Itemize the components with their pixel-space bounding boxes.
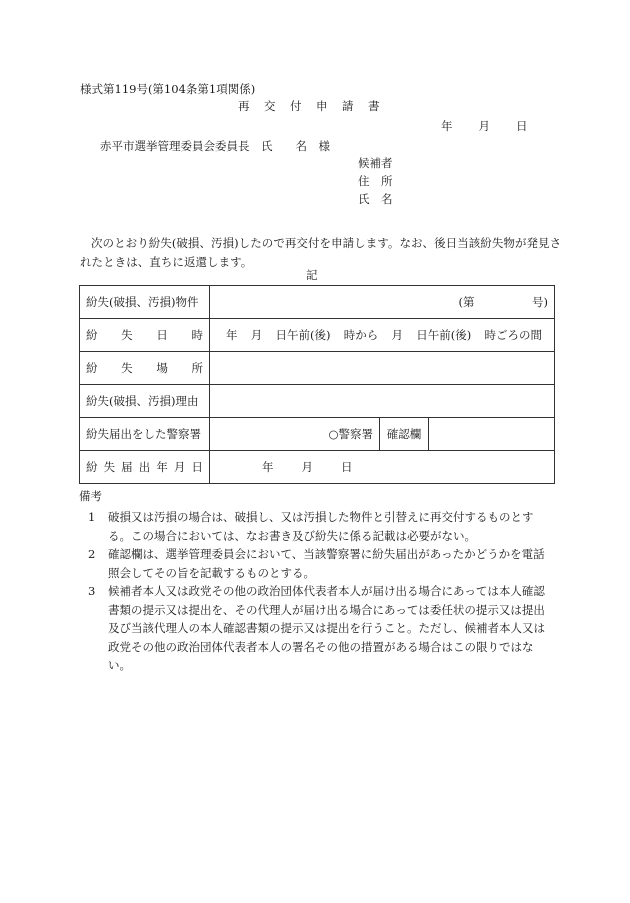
table-row-item: [80, 286, 555, 319]
note-number: 1: [88, 510, 96, 524]
police-station-field[interactable]: [210, 418, 380, 451]
note-number: 2: [88, 547, 96, 561]
applicant-candidate-label: 候補者: [358, 156, 393, 170]
confirm-field[interactable]: [429, 418, 555, 451]
dt-year: 年: [226, 328, 238, 342]
label-report-date: [80, 451, 210, 484]
ki-heading: 記: [306, 268, 318, 282]
police-station-suffix: ○警察署: [328, 427, 373, 441]
dt-month-to: 月: [391, 328, 403, 342]
label-char: 紛: [86, 460, 98, 474]
application-date: [441, 121, 528, 133]
label-lost-datetime: [80, 319, 210, 352]
label-char: 場: [156, 361, 168, 375]
label-char: 失: [103, 460, 116, 474]
lost-place-field[interactable]: [210, 352, 555, 385]
table-row-place: [80, 352, 555, 385]
note-item: [88, 545, 554, 582]
date-year-label: 年: [441, 119, 453, 133]
intro-text: 次のとおり紛失(破損、汚損)したので再交付を申請します。なお、後日当該紛失物が発見されたときは、直ちに返還します。: [80, 236, 562, 269]
date-month-label: 月: [478, 119, 490, 133]
label-char: 月: [173, 460, 186, 474]
table-row-police: [80, 418, 555, 451]
rd-year: 年: [262, 460, 274, 474]
label-char: 日: [191, 460, 203, 474]
applicant-name-label: 氏 名: [358, 192, 393, 206]
reissue-table: [79, 285, 555, 484]
note-number: 3: [88, 584, 96, 598]
note-item: [88, 508, 554, 545]
label-char: 時: [191, 328, 203, 342]
label-char: 出: [138, 460, 151, 474]
rd-day: 日: [341, 460, 353, 474]
label-char: 年: [156, 460, 168, 474]
dt-day-ampm-to: 日午前(後): [416, 328, 472, 342]
note-item: [88, 582, 554, 675]
dt-month: 月: [250, 328, 263, 342]
label-char: 紛: [86, 328, 98, 342]
label-char: 失: [121, 328, 133, 342]
note-text: 候補者本人又は政党その他の政治団体代表者本人が届け出る場合にあっては本人確認書類の提示又は提出を、その代理人が届け出る場合にあっては委任状の提示又は提出及び当該代理人の本人確認書類の提示又は提出を行うこと。ただし、候補者本人又は政党その他の政治団体代表者本人の署名その他の措置がある場合はこの限りではない。: [108, 584, 545, 672]
report-date-field[interactable]: [210, 451, 555, 484]
label-confirm: 確認欄: [380, 418, 429, 451]
dt-hour-to: 時ごろの間: [484, 328, 542, 342]
note-text: 確認欄は、選挙管理委員会において、当該警察署に紛失届出があったかどうかを電話照会してその旨を記載するものとする。: [108, 547, 545, 580]
label-char: 紛: [86, 361, 98, 375]
label-lost-place: [80, 352, 210, 385]
label-lost-item: 紛失(破損、汚損)物件: [80, 286, 210, 319]
dt-day-ampm-from: 日午前(後): [275, 328, 331, 342]
lost-reason-field[interactable]: [210, 385, 555, 418]
addressee: 赤平市選挙管理委員会委員長 氏 名 様: [100, 139, 330, 153]
label-police-station: 紛失届出をした警察署: [80, 418, 210, 451]
rd-month: 月: [301, 460, 313, 474]
document-title: 再交付申請書: [238, 99, 394, 113]
table-row-reason: [80, 385, 555, 418]
note-text: 破損又は汚損の場合は、破損し、又は汚損した物件と引替えに再交付するものとする。この場合においては、なお書き及び紛失に係る記載は必要がない。: [108, 510, 534, 543]
label-char: 失: [121, 361, 133, 375]
label-char: 日: [156, 328, 168, 342]
table-row-datetime: [80, 319, 555, 352]
label-char: 届: [121, 460, 133, 474]
table-row-report-date: [80, 451, 555, 484]
form-number: 様式第119号(第104条第1項関係): [80, 82, 256, 96]
notes-heading: 備考: [79, 489, 102, 503]
date-day-label: 日: [516, 119, 528, 133]
dt-hour-from: 時から: [343, 328, 379, 342]
lost-datetime-field[interactable]: [210, 319, 555, 352]
label-lost-reason: 紛失(破損、汚損)理由: [80, 385, 210, 418]
applicant-address-label: 住 所: [358, 174, 393, 188]
label-char: 所: [191, 361, 203, 375]
item-number[interactable]: (第 号): [210, 286, 555, 319]
